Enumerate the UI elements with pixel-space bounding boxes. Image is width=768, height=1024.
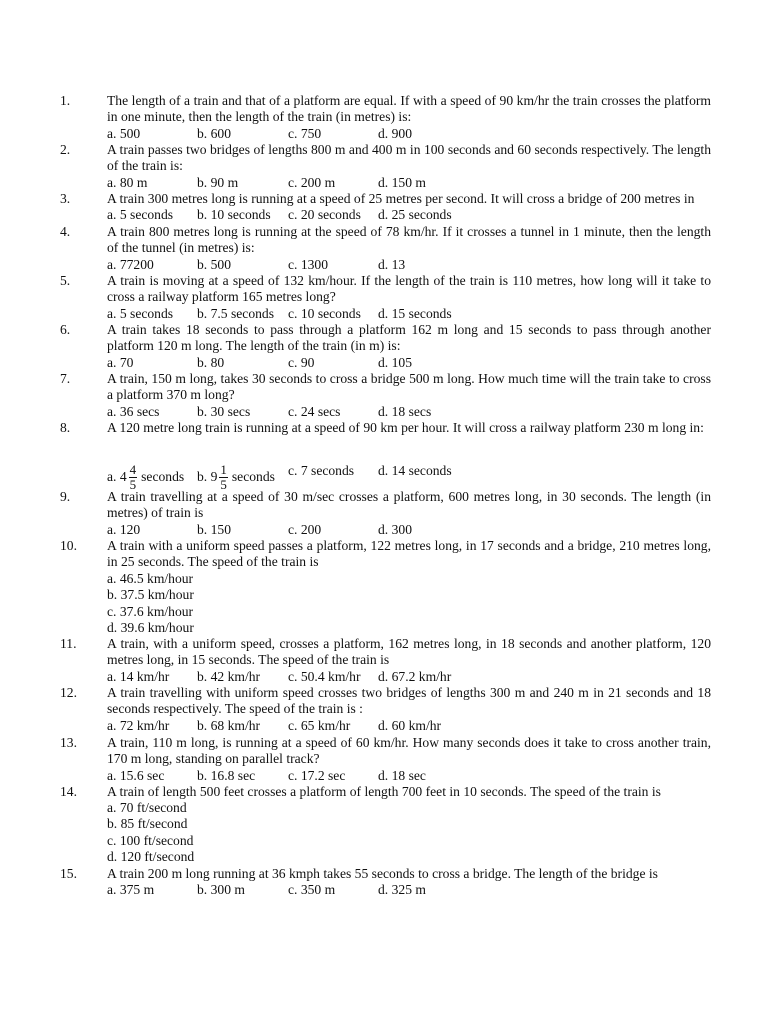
question-text: A train of length 500 feet crosses a platform of length 700 feet in 10 seconds. The speed of the train is <box>107 784 661 799</box>
option-c: c. 37.6 km/hour <box>107 603 194 619</box>
question-text: A train passes two bridges of lengths 800 m and 400 m in 100 seconds and 60 seconds respectively. The length of the train is: <box>107 142 711 174</box>
option-c: c. 24 secs <box>288 404 341 419</box>
question-number: 11. <box>60 636 77 651</box>
question-number: 1. <box>60 93 71 108</box>
answer-options <box>107 522 727 538</box>
option-b: b. 80 <box>197 355 225 370</box>
question-text: A train with a uniform speed passes a platform, 122 metres long, in 17 seconds and a bridge, 210 metres long, in 25 seconds. The speed of the train is <box>107 538 711 570</box>
option-a: a. 15.6 sec <box>107 768 165 783</box>
option-a: a. 5 seconds <box>107 306 174 321</box>
question-number: 6. <box>60 322 71 337</box>
answer-options <box>107 882 727 898</box>
option-c: c. 7 seconds <box>288 463 355 478</box>
option-d: d. 14 seconds <box>378 463 452 478</box>
option-d: d. 120 ft/second <box>107 848 195 864</box>
option-b: b. 9 $\frac{1}{5}$ seconds <box>197 462 275 492</box>
answer-options <box>107 451 727 491</box>
answer-options <box>107 571 194 636</box>
option-c: c. 200 m <box>288 175 336 190</box>
question-text: A train 800 metres long is running at the speed of 78 km/hr. If it crosses a tunnel in 1 minute, then the length of the tunnel (in metres) is: <box>107 224 711 256</box>
question-text: A train 300 metres long is running at a speed of 25 metres per second. It will cross a bridge of 200 metres in <box>107 191 695 206</box>
option-d: d. 18 secs <box>378 404 432 419</box>
question-number: 10. <box>60 538 77 553</box>
answer-options <box>107 800 194 865</box>
option-d: d. 325 m <box>378 882 426 897</box>
option-d: d. 39.6 km/hour <box>107 619 194 635</box>
option-c: c. 17.2 sec <box>288 768 346 783</box>
option-b: b. 7.5 seconds <box>197 306 275 321</box>
option-a: a. 36 secs <box>107 404 160 419</box>
option-b: b. 42 km/hr <box>197 669 261 684</box>
answer-options <box>107 207 727 223</box>
option-b: b. 150 <box>197 522 231 537</box>
option-b: b. 10 seconds <box>197 207 271 222</box>
question-text: A train 200 m long running at 36 kmph takes 55 seconds to cross a bridge. The length of the bridge is <box>107 866 658 881</box>
option-a: a. 120 <box>107 522 141 537</box>
option-b: b. 600 <box>197 126 231 141</box>
option-c: c. 20 seconds <box>288 207 361 222</box>
option-d: d. 60 km/hr <box>378 718 442 733</box>
answer-options <box>107 126 727 142</box>
question-number: 4. <box>60 224 71 239</box>
question-text: A train, 150 m long, takes 30 seconds to cross a bridge 500 m long. How much time will the train take to cross a platform 370 m long? <box>107 371 711 403</box>
option-b: b. 300 m <box>197 882 245 897</box>
option-a: a. 500 <box>107 126 141 141</box>
option-a: a. 70 ft/second <box>107 800 187 815</box>
option-a: a. 70 <box>107 355 134 370</box>
question-text: A train travelling with uniform speed crosses two bridges of lengths 300 m and 240 m in 21 seconds and 18 seconds respectively. The speed of the train is : <box>107 685 711 717</box>
option-c: c. 10 seconds <box>288 306 361 321</box>
option-b: b. 37.5 km/hour <box>107 587 194 603</box>
option-d: d. 900 <box>378 126 412 141</box>
question-text: A train takes 18 seconds to pass through a platform 162 m long and 15 seconds to pass through another platform 120 m long. The length of the train (in m) is: <box>107 322 711 354</box>
question-text: A train is moving at a speed of 132 km/hour. If the length of the train is 110 metres, how long will it take to cross a railway platform 165 metres long? <box>107 273 711 305</box>
answer-options <box>107 306 727 322</box>
option-d: d. 300 <box>378 522 412 537</box>
option-b: b. 16.8 sec <box>197 768 256 783</box>
option-d: d. 25 seconds <box>378 207 452 222</box>
option-a: a. 5 seconds <box>107 207 174 222</box>
option-a: a. 72 km/hr <box>107 718 170 733</box>
question-text: A train, 110 m long, is running at a speed of 60 km/hr. How many seconds does it take to cross another train, 170 m long, standing on parallel track? <box>107 735 711 767</box>
option-d: d. 150 m <box>378 175 426 190</box>
option-a: a. 80 m <box>107 175 148 190</box>
question-number: 15. <box>60 866 77 881</box>
question-number: 9. <box>60 489 71 504</box>
question-text: A 120 metre long train is running at a speed of 90 km per hour. It will cross a railway platform 230 m long in: <box>107 420 704 435</box>
question-text: The length of a train and that of a platform are equal. If with a speed of 90 km/hr the train crosses the platform in one minute, then the length of the train (in metres) is: <box>107 93 711 125</box>
option-a: a. 4 $\frac{4}{5}$ seconds <box>107 462 185 492</box>
question-number: 5. <box>60 273 71 288</box>
option-b: b. 500 <box>197 257 231 272</box>
option-c: c. 90 <box>288 355 315 370</box>
answer-options <box>107 355 727 371</box>
question-text: A train, with a uniform speed, crosses a platform, 162 metres long, in 18 seconds and another platform, 120 metres long, in 15 seconds. The speed of the train is <box>107 636 711 668</box>
option-c: c. 100 ft/second <box>107 832 194 848</box>
question-number: 3. <box>60 191 71 206</box>
answer-options <box>107 175 727 191</box>
option-c: c. 750 <box>288 126 322 141</box>
option-d: d. 13 <box>378 257 406 272</box>
option-d: d. 18 sec <box>378 768 426 783</box>
option-c: c. 50.4 km/hr <box>288 669 361 684</box>
question-text: A train travelling at a speed of 30 m/sec crosses a platform, 600 metres long, in 30 seconds. The length (in metres) of train is <box>107 489 711 521</box>
fraction: $\frac{1}{5}$ <box>220 462 227 492</box>
option-d: d. 15 seconds <box>378 306 452 321</box>
question-number: 8. <box>60 420 71 435</box>
question-number: 13. <box>60 735 77 750</box>
option-a: a. 375 m <box>107 882 155 897</box>
answer-options <box>107 718 727 734</box>
option-d: d. 67.2 km/hr <box>378 669 452 684</box>
fraction: $\frac{4}{5}$ <box>129 462 137 492</box>
option-c: c. 1300 <box>288 257 329 272</box>
question-number: 7. <box>60 371 71 386</box>
option-a: a. 46.5 km/hour <box>107 571 194 586</box>
option-b: b. 85 ft/second <box>107 816 188 832</box>
option-a: a. 77200 <box>107 257 154 272</box>
answer-options <box>107 404 727 420</box>
question-number: 2. <box>60 142 71 157</box>
question-number: 12. <box>60 685 77 700</box>
option-b: b. 30 secs <box>197 404 251 419</box>
option-c: c. 65 km/hr <box>288 718 351 733</box>
answer-options <box>107 257 727 273</box>
answer-options <box>107 768 727 784</box>
option-d: d. 105 <box>378 355 412 370</box>
option-b: b. 90 m <box>197 175 239 190</box>
answer-options <box>107 669 727 685</box>
option-c: c. 350 m <box>288 882 336 897</box>
option-b: b. 68 km/hr <box>197 718 261 733</box>
option-c: c. 200 <box>288 522 322 537</box>
question-number: 14. <box>60 784 77 799</box>
option-a: a. 14 km/hr <box>107 669 170 684</box>
